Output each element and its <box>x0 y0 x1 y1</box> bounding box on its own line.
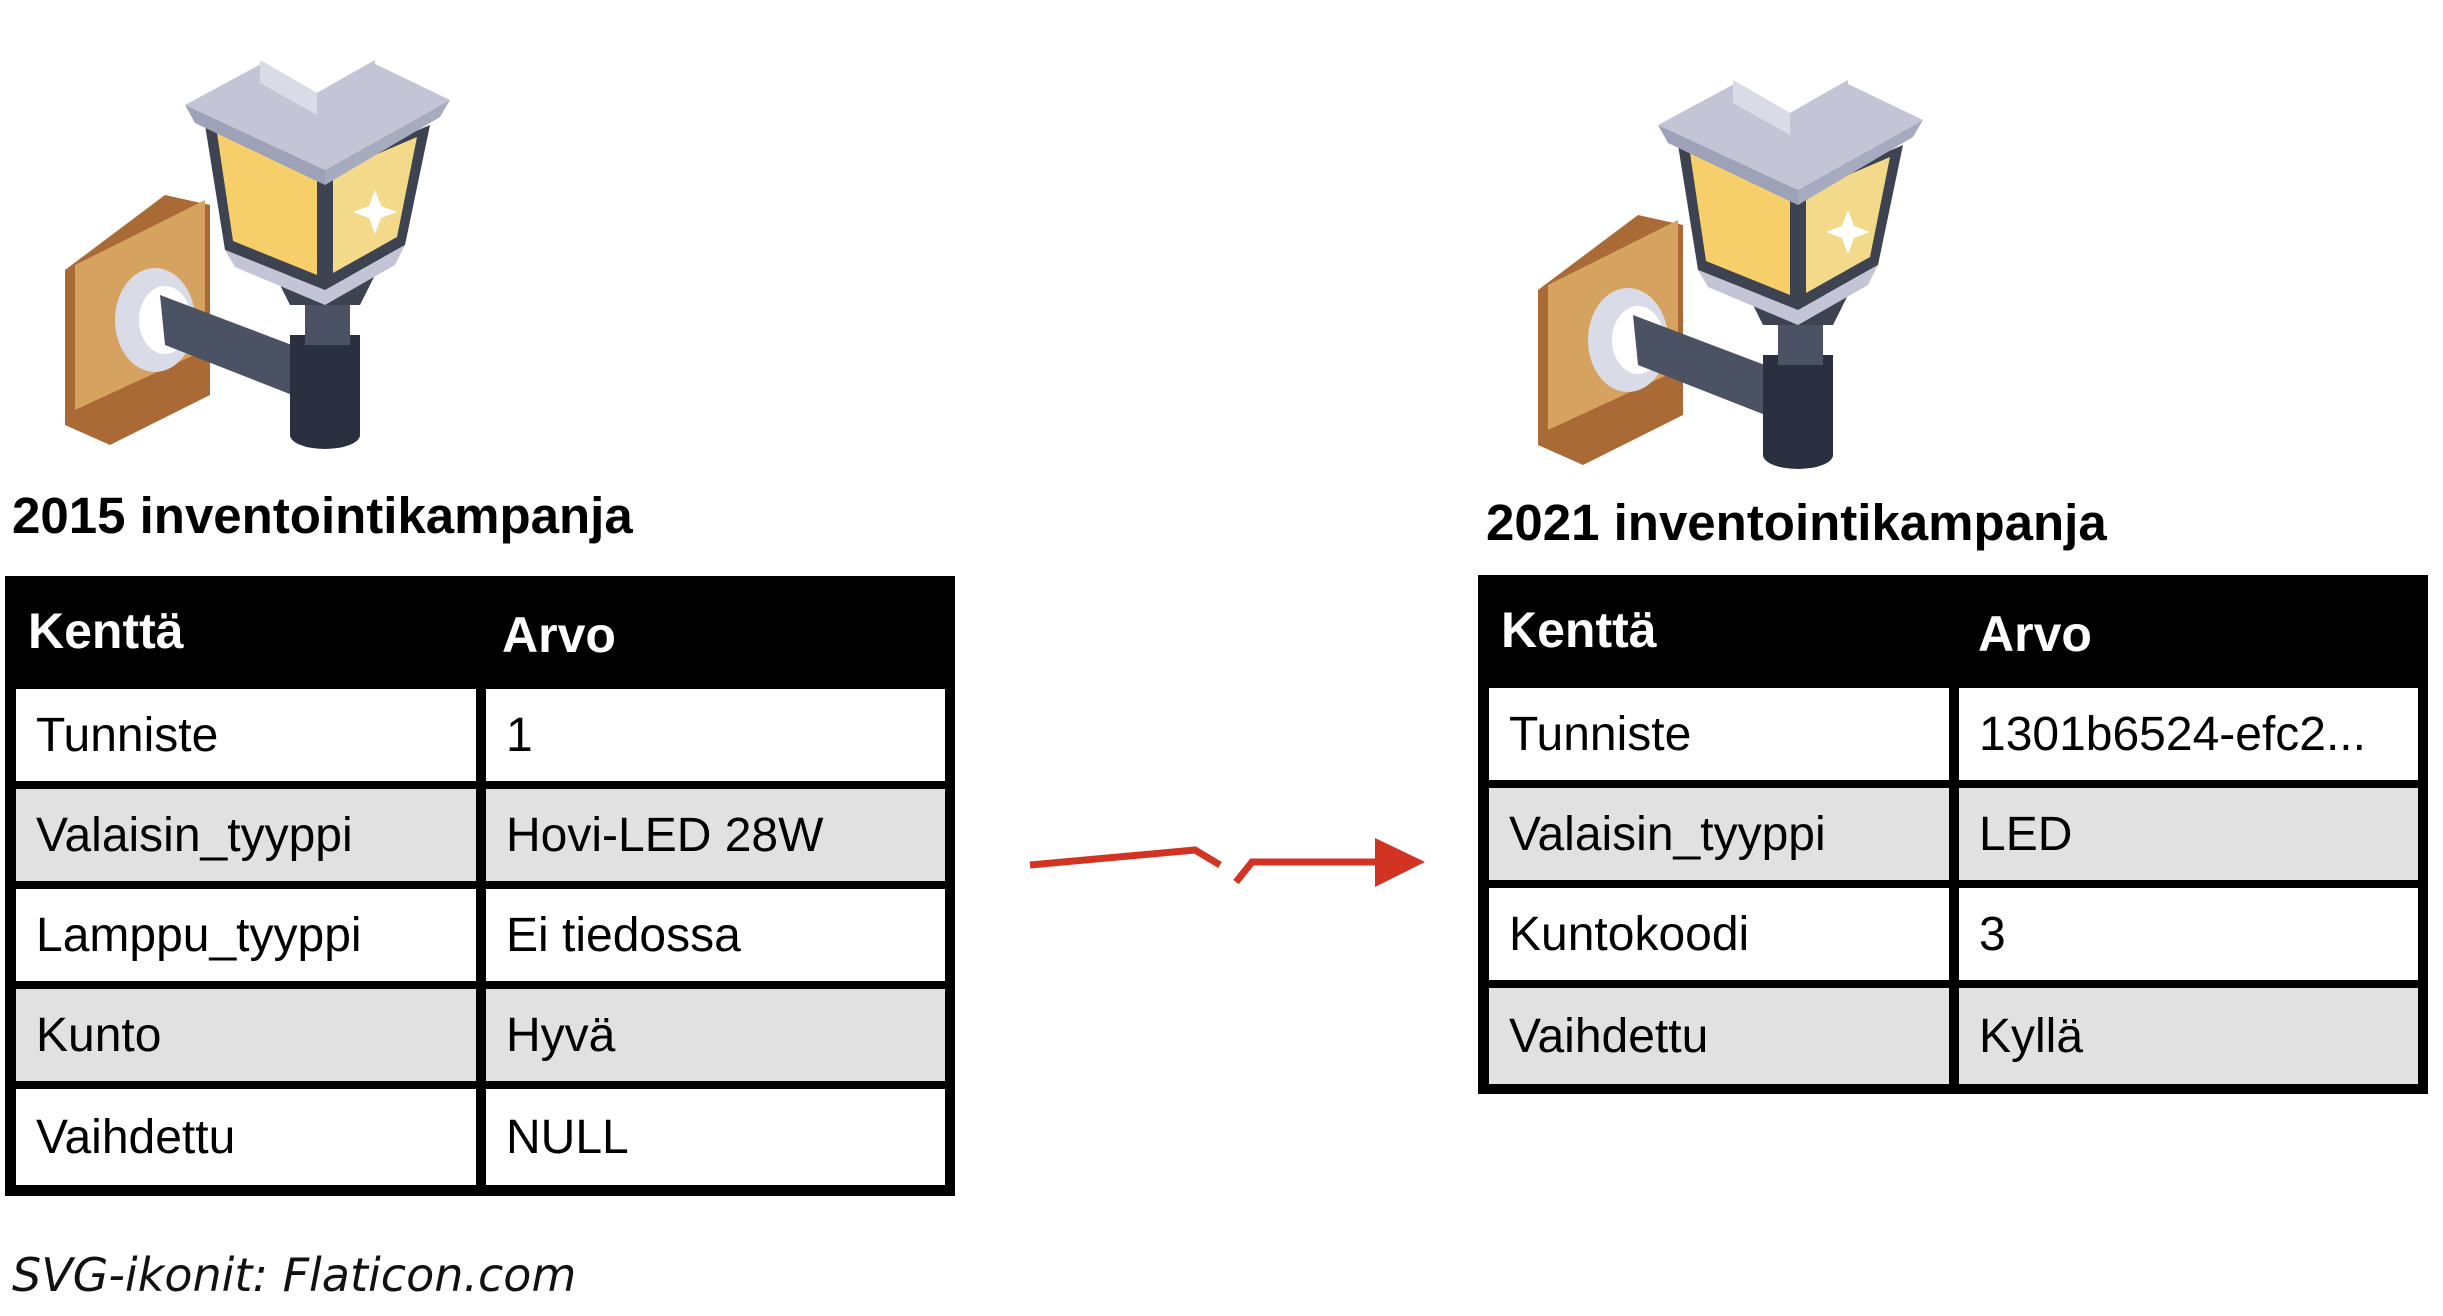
left-row-5-field: Vaihdettu <box>16 1089 476 1185</box>
right-title: 2021 inventointikampanja <box>1486 494 2107 551</box>
left-row-3-field: Lamppu_tyyppi <box>16 889 476 981</box>
icon-credit: SVG-ikonit: Flaticon.com <box>12 1248 577 1302</box>
left-header-value: Arvo <box>502 607 616 663</box>
broken-arrow-icon <box>1020 820 1430 900</box>
left-title: 2015 inventointikampanja <box>12 487 633 544</box>
left-row-3-value: Ei tiedossa <box>486 889 945 981</box>
right-row-2-value: LED <box>1959 788 2418 880</box>
right-table-header <box>1478 575 2428 683</box>
right-row-3-value: 3 <box>1959 888 2418 980</box>
wall-lamp-icon <box>65 30 450 449</box>
right-table <box>1478 575 2428 1094</box>
right-row-4-value: Kyllä <box>1959 988 2418 1084</box>
wall-lamp-icon-left <box>55 5 475 450</box>
left-table-header <box>5 576 955 684</box>
wall-lamp-icon <box>1538 50 1923 469</box>
right-row-1-value: 1301b6524-efc2... <box>1959 688 2418 780</box>
right-row-1-field: Tunniste <box>1489 688 1949 780</box>
left-row-5-value: NULL <box>486 1089 945 1185</box>
arrow-segment-2 <box>1236 862 1375 882</box>
arrowhead <box>1375 838 1425 887</box>
left-table <box>5 576 955 1196</box>
left-row-2-value: Hovi-LED 28W <box>486 789 945 881</box>
arrow-segment-1 <box>1030 850 1220 865</box>
left-row-2-field: Valaisin_tyyppi <box>16 789 476 881</box>
right-row-2-field: Valaisin_tyyppi <box>1489 788 1949 880</box>
left-row-4-field: Kunto <box>16 989 476 1081</box>
right-header-value: Arvo <box>1978 606 2092 662</box>
right-row-4-field: Vaihdettu <box>1489 988 1949 1084</box>
left-row-4-value: Hyvä <box>486 989 945 1081</box>
left-row-1-field: Tunniste <box>16 689 476 781</box>
left-row-1-value: 1 <box>486 689 945 781</box>
left-header-field: Kenttä <box>28 603 184 659</box>
right-row-3-field: Kuntokoodi <box>1489 888 1949 980</box>
right-header-field: Kenttä <box>1501 602 1657 658</box>
wall-lamp-icon-right <box>1528 25 1948 470</box>
